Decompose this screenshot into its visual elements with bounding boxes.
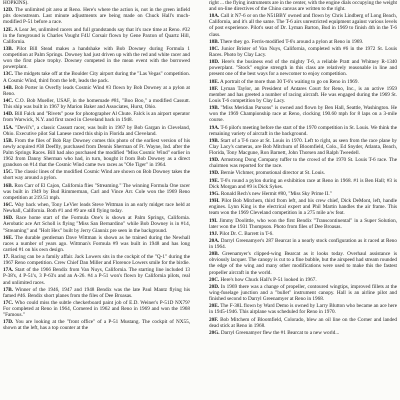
- caption-text: The midgets take off at the Boulder City airport during the "Las Vegas" competition. A Cosmic Wind, third from the left, leads the pack.: [3, 71, 191, 84]
- caption-text: Call it N7-6 or on the N51BBY owned and flown by Chris Lindberg of Long Beach, California, and it's all the same. The T-6 airs unrestricted equipment against various levels of post experience. Pilot's seat of Dr. Lyman Barton, Bud in 1969 to finish 4th in the T-6 class.: [209, 13, 398, 38]
- caption-number: 15A.: [3, 124, 14, 131]
- caption-text: "Miss Meridian Parsons" is owned and flown by Ben Hall, Seattle, Washington. He won the 1969 Championship race at Reno, clocking 190.60 mph for 8 laps on a 3-mile course.: [209, 105, 398, 124]
- caption-paragraph: [3, 71, 190, 83]
- caption-paragraph: [209, 303, 397, 315]
- caption-paragraph: [209, 178, 397, 190]
- caption-paragraph: [3, 0, 190, 6]
- caption-text: Armstrong Dong Company tuffer to the crowd of the 1970 St. Louis T-6 race. The chairmen was reported for the race.: [209, 157, 397, 170]
- caption-number: 18C.: [209, 45, 220, 52]
- caption-text: Who could miss the subtle checkerboard paint job of E.D. Weiner's P-51D NX79? For completed at Reno in 1964, Cornered in 1962 and Reno in 1969 and won the 1968 "Famous.": [3, 300, 191, 319]
- caption-number: 15B.: [3, 137, 13, 144]
- caption-paragraph: [3, 27, 190, 45]
- caption-number: 19H.: [209, 198, 220, 205]
- caption-text: Bernie Vichmer, promotional director at St. Louis.: [220, 170, 325, 177]
- caption-number: 20F.: [209, 316, 219, 323]
- caption-number: 12E.: [3, 26, 13, 33]
- caption-paragraph: [209, 191, 397, 197]
- caption-number: 19D.: [209, 157, 220, 164]
- caption-paragraph: [209, 86, 397, 104]
- caption-number: 13C.: [3, 71, 14, 78]
- caption-number: 19B.: [209, 105, 219, 112]
- caption-paragraph: [3, 169, 190, 181]
- caption-number: 17B.: [3, 286, 13, 293]
- caption-text: A Lear Jet, unlimited racers and full grandstands say that it's race time at Reno. #32 in the foreground is Charles Vought F4U Corsair flown by Gene Paxton of Quartz Hill, California.: [3, 26, 190, 45]
- caption-number: 14C.: [3, 97, 14, 104]
- caption-number: 12D.: [3, 7, 14, 14]
- caption-paragraph: [209, 105, 397, 123]
- caption-paragraph: [209, 238, 397, 250]
- caption-text: Bob Mitchem of Bloomfield, Colorado, blew an oil line on the Corner and landed dead stick at Reno in 1968.: [209, 316, 398, 329]
- caption-number: 19B.: [209, 137, 219, 144]
- caption-text: Bob Porter in Overfly leads Cosmic Wind #3 flown by Bob Downey at a pylon at Reno.: [3, 84, 190, 97]
- caption-text: Way back when, Tony LeVier leads Steve Wittman in an early midget race held at Newhall, California. Both #1 and #9 are still flying today.: [3, 202, 190, 215]
- caption-paragraph: [209, 125, 397, 137]
- caption-text: Ron Carr of El Cajon, California flies "Streaming." The winning Formula One racer was built in 1949 by Bud Rimmerman, Carl and Vince Arr. Cole won the 1969 Reno competition at 219.51 mph.: [3, 182, 191, 201]
- caption-number: 16E.: [3, 234, 13, 241]
- caption-text: Ronald Rech's new Hermit #80, "Miss Sky Prime II.": [220, 190, 332, 197]
- caption-text: Darryl Greenamyer flew the #1 Bearcat to a new world...: [220, 329, 340, 336]
- caption-paragraph: [209, 251, 397, 275]
- caption-text: Here's how Chuck Hall's P-51 looked in 1967.: [220, 276, 317, 283]
- caption-text: Jimmy Doolittle, who won the first Bendix "Transcontinental" in a Super Solution, later won the 1931 Thompson. Photo from files of Dee Broasas.: [209, 217, 397, 230]
- caption-paragraph: [209, 39, 397, 45]
- caption-text: Here's the business end of the mighty T-6, a reliable Pratt and Whitney R-1340 powerplant. "Stock" engine strength in this class are relatively reasonable in line and present one of the best ways for a newcomer to enjoy competition.: [209, 59, 397, 78]
- caption-number: 17A.: [3, 267, 14, 274]
- caption-number: 19A.: [209, 124, 220, 131]
- caption-paragraph: [209, 59, 397, 77]
- caption-text: Junior Brister of Van Nuys, California, completed with #6 in the 1972 St. Louis Races. Photo by Clay Lacy.: [209, 45, 398, 59]
- caption-number: 20C.: [209, 276, 220, 283]
- caption-text: Pilot Dr. C. Barrett in T-6.: [219, 230, 274, 237]
- caption-text: Pilot Bob Mitchem, third from left, and his crew chief, Dick DeMont, left, handle engines. Lynn King is the electrical expert and Phil Martin handles the air frame. This team won the 1969 Cleveland competition in a 275 mile a/w feat.: [209, 198, 397, 217]
- caption-number: 19E.: [209, 177, 219, 184]
- caption-paragraph: [209, 170, 397, 176]
- caption-text: Darryl Greenamyer's 287 Bearcat in a nearly stock configuration as it raced at Reno in 1964.: [209, 237, 397, 251]
- caption-text: The classic lines of the modified Cosmic Wind are shown on Bob Downey takes the short way around a pylon.: [3, 169, 191, 182]
- caption-text: T-6 pilot's meeting before the start of the 1970 competition in St. Louis. We think the remaining variety of aircraft in the background.: [209, 124, 398, 137]
- caption-paragraph: [3, 46, 190, 70]
- caption-text: In 1969 there was a change of propeller, contoured wingtips, improved fillets at the wing-fuselage junction and a "bullet" instrument canopy. Hall is an airline pilot and finished second to Darryl Greenamyer at Reno in 1968.: [209, 283, 397, 303]
- caption-text: From the files of Bob Ray Downey comes this photo of the earliest version of his newly acquired #38 Deeflly, purchased from Dennis Sherman of Ft. Wayne, Ind. after the Palm Springs Races. Bill had also purchased the modified "Miss Cosmic Wind" earlier in 1962 from Danny Sherman who had, in turn, bought it from Bob Downey as a direct grandson on #14 that the Cosmic Wind came two races as "Ole Tiger" in 1964.: [3, 137, 191, 169]
- caption-paragraph: [3, 85, 190, 97]
- caption-paragraph: [3, 319, 190, 331]
- caption-text: T-6's round a pylon during an exhibition race at Reno in 1968. #1 is Ben Hall; #3 is Dick Morgan and #9 is Dick Sykes.: [209, 177, 397, 190]
- caption-text: Greenamyer's clipped-wing Bearcat as it looks today. Overhaul assistance is obviously lacquer. The canopy is cut to a fine bubble, but the airspeed had stream rounded the edge of the wing and many other modifications were used to make this the fastest propeller aircraft in the world.: [209, 251, 398, 276]
- caption-paragraph: [3, 300, 190, 318]
- caption-number: 18B.: [209, 38, 219, 45]
- caption-number: 19I.: [209, 217, 218, 224]
- caption-paragraph: [3, 287, 190, 299]
- caption-text: Start of the 1966 Bendix from Van Nuys, California. The starting line included 13 P-38's, 4 P-51's, 3 P-63's and an A-26. #4 a P-51 won's flown by California pilots, real and unlimited races.: [3, 267, 191, 286]
- caption-number: 20B.: [209, 251, 219, 258]
- caption-number: 19J.: [209, 230, 219, 237]
- caption-paragraph: [3, 125, 190, 137]
- caption-paragraph: [3, 202, 190, 214]
- caption-paragraph: [209, 157, 397, 169]
- caption-paragraph: [3, 235, 190, 253]
- caption-number: 16C.: [3, 202, 14, 209]
- caption-number: 16B.: [3, 182, 13, 189]
- caption-number: 18D.: [209, 59, 220, 66]
- caption-paragraph: [3, 215, 190, 233]
- caption-text: Lyman Taylor, an President of Antares Court for Reno, Inc., is an active 1959 member and has greeted a number of racing aircraft. He was engaged during the 1969 St. Louis T-6 competition by Clay Lacy.: [209, 85, 397, 104]
- caption-number: 14B.: [3, 84, 13, 91]
- caption-number: 15C.: [3, 169, 14, 176]
- right-column: [209, 0, 397, 337]
- caption-paragraph: [209, 218, 397, 230]
- caption-paragraph: [209, 13, 397, 37]
- caption-number: 18F.: [209, 85, 219, 92]
- caption-paragraph: [3, 267, 190, 285]
- caption-paragraph: [209, 317, 397, 329]
- caption-paragraph: [209, 277, 397, 283]
- caption-text: "Devil's", a classic Cassutt racer, was built in 1967 by Bob Gargan in Cleveland, Ohio. Executive pilot Sal Lanese raced this ship in Florida and Cleveland.: [3, 124, 191, 137]
- caption-text: You are looking at the "front office" of a P-51 Mustang. The cockpit of NX55, shown at the left, has a top counter at the: [3, 319, 190, 332]
- caption-paragraph: [3, 183, 190, 201]
- caption-text: There they go. Ferris-modified T-6's around a pylon at Reno in 1969.: [220, 38, 364, 45]
- caption-text: right ... the flying instruments are in the center, with the engine dials occupying the weight and on-line directives of the Chino canvas are written to the right.: [209, 0, 397, 13]
- caption-text: Start of a T-6 race at St. Louis in 1970. Left to right, as seen from the race plane by Clay Lacy's cameras, are Bob Mitchum of Bloomfield, Colo., Ed Snyder, Atlanta, Beach, Florida, Tony Macgune, Ron Barnett, John Thorsen and Ralph Tweedell.: [209, 137, 398, 156]
- caption-number: 17C.: [3, 300, 14, 306]
- caption-paragraph: [3, 98, 190, 110]
- caption-paragraph: [3, 138, 190, 168]
- caption-text: HOPKINS).: [3, 0, 29, 6]
- caption-text: Bill Falck and "Rivets" pose for photographer Al Chute. Falck is an airport operator from Warwick, N.Y. and first raced in Cleveland back in 1948.: [3, 111, 190, 124]
- caption-number: 20G.: [209, 329, 220, 336]
- caption-number: 14D.: [3, 111, 14, 118]
- left-column: [3, 0, 190, 333]
- caption-paragraph: [209, 284, 397, 302]
- caption-text: C.O. Bob Mueller, USAF, in the homemade #81, "Boo Boo," a modified Cassutt. This ship was built in 1967 by Marion Baker and Associates, Hurst, Ohio.: [3, 97, 191, 111]
- caption-number: 19G.: [209, 190, 220, 197]
- caption-text: The unlimited pit area at Reno. Here's where the action is, not in the green infield pits downstream. Last minute adjustments are being made on Chuck Hall's much-modified P-51 before a race.: [3, 7, 191, 26]
- caption-number: 17.: [3, 254, 10, 261]
- caption-paragraph: [209, 46, 397, 58]
- caption-number: 20D.: [209, 283, 220, 290]
- caption-paragraph: [3, 254, 190, 266]
- caption-number: 13B.: [3, 45, 13, 52]
- caption-number: 18A.: [209, 13, 220, 20]
- caption-paragraph: [209, 138, 397, 156]
- caption-text: The F-38L flown by Ward Demo is owned by Larry Blutton who became an ace here in 1945-1946. This airplane was scheduled for Reno in 1970.: [209, 303, 397, 316]
- caption-paragraph: [209, 0, 397, 12]
- caption-paragraph: [209, 231, 397, 237]
- caption-number: 16D.: [3, 215, 14, 222]
- caption-paragraph: [209, 79, 397, 85]
- caption-text: Pilot Bill Stead makes a handshake with Bob Downey during Formula 1 competition at Palm Springs. Downey had just driven up with the red and white racer and won the first place trophy. Downey competed in the mean event with the borrowed powerplant.: [3, 45, 190, 71]
- caption-paragraph: [3, 7, 190, 25]
- caption-text: Race home start of the Formula One's is shown at Palm Springs, California. Aerobatic ace Art Scholl is flying "Miss San Bernardino" while Bob Downey is in #14, "Streaming" and "Holt Hex" built by Jerry Gianniz pre seen in the background.: [3, 215, 190, 234]
- caption-number: 18E.: [209, 78, 219, 85]
- caption-number: 20E.: [209, 303, 219, 310]
- caption-text: Winner of the 1946, 1947 and 1948 Bendix was the late Paul Mantz flying his famed #46. Bendix short planes from the files of Dee Broasas.: [3, 286, 191, 299]
- caption-text: A portrait of the more than 30 T-6's waiting to go on Reno in 1969.: [219, 78, 359, 85]
- caption-number: 20A.: [209, 237, 220, 244]
- caption-text: The durable gentleman Dave Wittman is shown as he trained during the Newhall races a number of years ago. Wittman's Formula #9 was built in 1948 and has long carried #1 on his own design.: [3, 234, 191, 253]
- caption-paragraph: [209, 330, 397, 336]
- caption-number: 17D.: [3, 319, 14, 326]
- caption-text: Racing can be a family affair. Jack Lowers sits in the cockpit of the "Q-1" during the 1967 Reno competition. Crew Chief Dan Miller and Florence Lowers smile for the birdie.: [3, 254, 190, 267]
- caption-paragraph: [3, 111, 190, 123]
- caption-number: 19D.: [209, 170, 220, 177]
- caption-paragraph: [209, 198, 397, 216]
